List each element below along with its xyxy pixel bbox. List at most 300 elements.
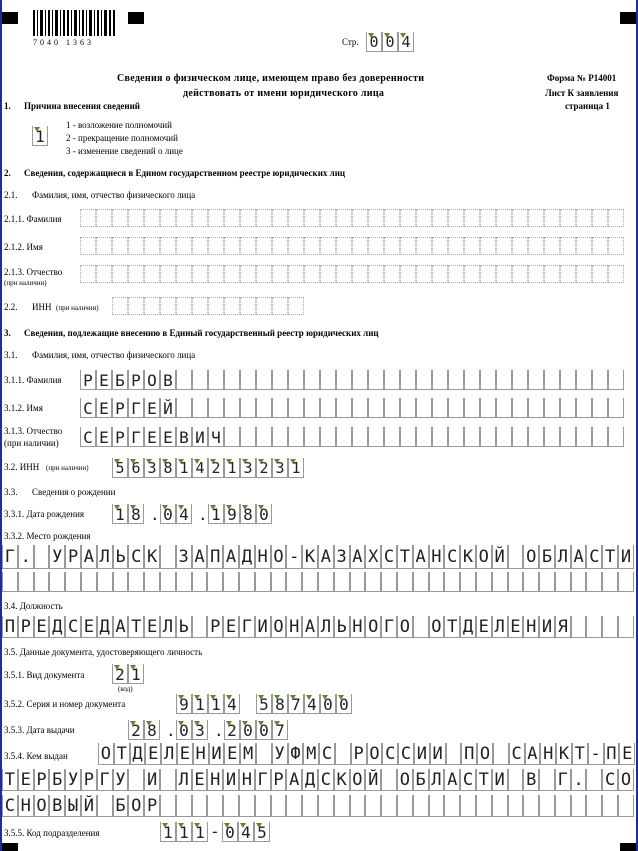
char-cell <box>560 265 576 283</box>
char-cell: 2 <box>128 720 144 740</box>
char-cell: - <box>588 743 604 765</box>
issue-date-label: 3.5.3. Дата выдачи <box>4 725 75 735</box>
char-cell <box>448 265 464 283</box>
char-cell: Я <box>555 616 571 638</box>
issued-by-cells-row1[interactable] <box>98 743 635 765</box>
char-cell: У <box>49 545 65 569</box>
char-cell: Л <box>492 616 508 638</box>
birth-date-dot-1: . <box>150 505 160 524</box>
char-cell <box>544 370 560 390</box>
char-cell <box>571 572 587 592</box>
char-cell: У <box>272 743 288 765</box>
char-cell: А <box>81 545 97 569</box>
char-cell <box>464 398 480 418</box>
char-cell <box>512 237 528 255</box>
char-cell: Г <box>255 769 271 791</box>
char-cell <box>208 297 224 315</box>
s3-number: 3. <box>4 328 11 338</box>
char-cell <box>176 795 192 817</box>
char-cell <box>192 572 208 592</box>
char-cell: У <box>65 769 81 791</box>
char-cell: 1 <box>176 458 192 478</box>
birth-place-cells-row2[interactable] <box>2 572 634 592</box>
char-cell <box>128 265 144 283</box>
s22-number: 2.2. <box>4 302 18 312</box>
char-cell <box>416 237 432 255</box>
char-cell <box>335 743 351 765</box>
char-cell <box>400 370 416 390</box>
issue-month-cells[interactable] <box>176 720 208 740</box>
birth-place-label: 3.3.2. Место рождения <box>4 531 91 541</box>
s2-patronymic-cells[interactable] <box>80 265 624 283</box>
char-cell: Б <box>49 769 65 791</box>
char-cell: Н <box>540 743 556 765</box>
char-cell <box>555 795 571 817</box>
char-cell <box>528 209 544 227</box>
char-cell <box>528 370 544 390</box>
char-cell: С <box>80 398 96 418</box>
issue-date-dot-1: . <box>166 721 176 740</box>
char-cell <box>34 572 50 592</box>
char-cell: Е <box>96 427 112 447</box>
char-cell <box>528 398 544 418</box>
char-cell <box>176 209 192 227</box>
char-cell <box>192 616 208 638</box>
char-cell <box>224 237 240 255</box>
s3-surname-label: 3.1.1. Фамилия <box>4 375 62 385</box>
id-doc-label: 3.5. Данные документа, удостоверяющего личность <box>4 647 203 657</box>
char-cell: . <box>571 769 587 791</box>
char-cell <box>176 297 192 315</box>
char-cell <box>65 572 81 592</box>
char-cell: С <box>398 743 414 765</box>
char-cell <box>560 209 576 227</box>
char-cell: Е <box>224 743 240 765</box>
char-cell <box>384 370 400 390</box>
char-cell <box>334 795 350 817</box>
char-cell <box>576 427 592 447</box>
char-cell: Р <box>81 769 97 791</box>
char-cell: Т <box>2 769 18 791</box>
char-cell <box>304 398 320 418</box>
char-cell: Р <box>65 545 81 569</box>
s3-inn-cells[interactable] <box>112 458 304 478</box>
birth-day-cells[interactable] <box>112 504 144 524</box>
char-cell <box>272 398 288 418</box>
char-cell: Ь <box>113 545 129 569</box>
char-cell <box>460 572 476 592</box>
char-cell: А <box>286 769 302 791</box>
char-cell: 6 <box>128 458 144 478</box>
char-cell <box>576 370 592 390</box>
char-cell: 0 <box>160 504 176 524</box>
char-cell: Л <box>160 616 176 638</box>
char-cell <box>618 795 634 817</box>
corner-marker-bottom-right <box>620 843 636 851</box>
char-cell <box>288 398 304 418</box>
char-cell <box>112 209 128 227</box>
char-cell <box>523 572 539 592</box>
char-cell: Е <box>223 616 239 638</box>
char-cell: О <box>350 769 366 791</box>
char-cell <box>320 265 336 283</box>
char-cell <box>208 265 224 283</box>
char-cell: Н <box>18 795 34 817</box>
char-cell: Р <box>34 769 50 791</box>
char-cell <box>160 297 176 315</box>
char-cell: О <box>271 545 287 569</box>
doc-type-cells[interactable] <box>112 664 144 684</box>
char-cell: У <box>113 769 129 791</box>
char-cell <box>239 572 255 592</box>
s3-patronymic-cells[interactable] <box>80 427 624 447</box>
doc-type-code-note: (код) <box>118 685 133 693</box>
issued-by-cells-row2[interactable] <box>2 769 634 791</box>
birth-year-cells[interactable] <box>208 504 272 524</box>
char-cell <box>476 795 492 817</box>
char-cell <box>192 370 208 390</box>
char-cell <box>493 743 509 765</box>
corner-marker-top-right <box>620 12 636 24</box>
s1-reason-cell[interactable] <box>32 126 48 146</box>
char-cell <box>128 297 144 315</box>
char-cell: 0 <box>366 32 382 52</box>
char-cell <box>144 209 160 227</box>
char-cell <box>192 795 208 817</box>
char-cell: 0 <box>256 720 272 740</box>
char-cell <box>256 398 272 418</box>
char-cell: К <box>334 769 350 791</box>
char-cell <box>496 209 512 227</box>
char-cell <box>608 370 624 390</box>
s2-number: 2. <box>4 168 11 178</box>
char-cell: Б <box>112 370 128 390</box>
char-cell <box>288 209 304 227</box>
char-cell <box>508 769 524 791</box>
char-cell <box>256 209 272 227</box>
char-cell: Р <box>128 370 144 390</box>
char-cell: Г <box>2 545 18 569</box>
char-cell <box>365 795 381 817</box>
char-cell: В <box>49 795 65 817</box>
char-cell <box>608 265 624 283</box>
char-cell: Р <box>351 743 367 765</box>
char-cell <box>496 427 512 447</box>
char-cell <box>302 572 318 592</box>
char-cell: В <box>176 427 192 447</box>
char-cell <box>336 427 352 447</box>
char-cell <box>192 265 208 283</box>
char-cell: Г <box>97 769 113 791</box>
char-cell <box>560 398 576 418</box>
char-cell: Д <box>97 616 113 638</box>
char-cell <box>368 398 384 418</box>
dept-code-label: 3.5.5. Код подразделения <box>4 828 100 838</box>
char-cell <box>508 545 524 569</box>
char-cell: Е <box>160 427 176 447</box>
s2-name-label: 2.1.2. Имя <box>4 242 43 252</box>
s2-surname-label: 2.1.1. Фамилия <box>4 214 62 224</box>
char-cell: Е <box>508 616 524 638</box>
char-cell: О <box>523 545 539 569</box>
char-cell: С <box>460 769 476 791</box>
char-cell: 1 <box>176 822 192 842</box>
char-cell <box>240 398 256 418</box>
char-cell: Р <box>18 616 34 638</box>
char-cell: З <box>176 545 192 569</box>
char-cell: Н <box>207 769 223 791</box>
char-cell: 8 <box>160 458 176 478</box>
char-cell: Н <box>286 616 302 638</box>
char-cell: И <box>144 769 160 791</box>
char-cell <box>255 572 271 592</box>
char-cell <box>304 265 320 283</box>
char-cell: О <box>144 370 160 390</box>
birth-month-cells[interactable] <box>160 504 192 524</box>
s2-inn-cells[interactable] <box>112 297 304 315</box>
sheet-page: страница 1 <box>565 101 610 111</box>
char-cell <box>176 572 192 592</box>
char-cell: М <box>303 743 319 765</box>
s3-name-label: 3.1.2. Имя <box>4 403 43 413</box>
char-cell <box>288 237 304 255</box>
char-cell <box>288 427 304 447</box>
char-cell <box>128 237 144 255</box>
char-cell: 1 <box>192 822 208 842</box>
char-cell: А <box>302 616 318 638</box>
char-cell <box>256 297 272 315</box>
char-cell: Т <box>397 545 413 569</box>
char-cell: С <box>318 769 334 791</box>
char-cell <box>240 237 256 255</box>
char-cell <box>272 237 288 255</box>
char-cell <box>432 209 448 227</box>
char-cell <box>272 209 288 227</box>
char-cell <box>334 572 350 592</box>
char-cell: 3 <box>192 720 208 740</box>
char-cell: - <box>286 545 302 569</box>
char-cell <box>352 370 368 390</box>
char-cell <box>320 398 336 418</box>
form-number: Форма № Р14001 <box>547 73 617 83</box>
char-cell <box>571 616 587 638</box>
char-cell <box>384 237 400 255</box>
char-cell <box>240 265 256 283</box>
char-cell: Н <box>350 616 366 638</box>
char-cell <box>128 209 144 227</box>
char-cell: С <box>319 743 335 765</box>
char-cell <box>80 209 96 227</box>
s3-name-cells[interactable] <box>80 398 624 418</box>
s2-name-cells[interactable] <box>80 237 624 255</box>
char-cell: Г <box>555 769 571 791</box>
char-cell <box>571 795 587 817</box>
char-cell: Е <box>81 616 97 638</box>
s2-patronymic-label: 2.1.3. Отчество <box>4 267 63 277</box>
char-cell <box>320 427 336 447</box>
char-cell <box>508 572 524 592</box>
char-cell <box>320 237 336 255</box>
char-cell <box>112 265 128 283</box>
issue-date-dot-2: . <box>214 721 224 740</box>
issue-year-cells[interactable] <box>224 720 288 740</box>
char-cell: Т <box>128 616 144 638</box>
char-cell <box>368 209 384 227</box>
char-cell <box>256 237 272 255</box>
char-cell <box>432 398 448 418</box>
char-cell: 0 <box>256 504 272 524</box>
s2-title: Сведения, содержащиеся в Едином государственном реестре юридических лиц <box>24 168 346 178</box>
char-cell: Р <box>144 795 160 817</box>
char-cell <box>592 265 608 283</box>
char-cell: И <box>618 545 634 569</box>
char-cell: 9 <box>224 504 240 524</box>
char-cell <box>160 769 176 791</box>
char-cell <box>176 237 192 255</box>
char-cell: 2 <box>256 458 272 478</box>
s2-surname-cells[interactable] <box>80 209 624 227</box>
s1-title: Причина внесения сведений <box>24 101 140 111</box>
char-cell <box>240 427 256 447</box>
char-cell: 4 <box>176 504 192 524</box>
char-cell: С <box>382 743 398 765</box>
char-cell <box>432 427 448 447</box>
char-cell: И <box>209 743 225 765</box>
char-cell: О <box>128 795 144 817</box>
char-cell <box>144 572 160 592</box>
char-cell <box>255 795 271 817</box>
corner-marker-top <box>128 12 144 24</box>
char-cell <box>272 297 288 315</box>
char-cell <box>592 370 608 390</box>
char-cell: 9 <box>176 694 192 714</box>
issued-by-label: 3.5.4. Кем выдан <box>4 751 68 761</box>
char-cell: 5 <box>112 458 128 478</box>
char-cell: А <box>113 616 129 638</box>
char-cell <box>586 795 602 817</box>
dept-code-cells-a[interactable] <box>160 822 208 842</box>
char-cell <box>618 572 634 592</box>
char-cell <box>352 265 368 283</box>
char-cell <box>286 795 302 817</box>
char-cell <box>336 237 352 255</box>
char-cell <box>240 209 256 227</box>
issue-day-cells[interactable] <box>128 720 160 740</box>
char-cell <box>492 572 508 592</box>
char-cell <box>128 769 144 791</box>
char-cell: 7 <box>288 694 304 714</box>
s1-option-1: 1 - возложение полномочий <box>66 120 172 130</box>
char-cell <box>336 209 352 227</box>
char-cell <box>318 795 334 817</box>
char-cell <box>413 795 429 817</box>
char-cell: К <box>556 743 572 765</box>
char-cell <box>336 265 352 283</box>
s1-option-2: 2 - прекращение полномочий <box>66 133 178 143</box>
char-cell: 0 <box>240 720 256 740</box>
char-cell: П <box>2 616 18 638</box>
position-cells[interactable] <box>2 616 634 638</box>
s3-surname-cells[interactable] <box>80 370 624 390</box>
char-cell <box>400 209 416 227</box>
char-cell <box>350 795 366 817</box>
birth-place-cells-row1[interactable] <box>2 545 634 569</box>
char-cell: С <box>444 545 460 569</box>
char-cell: А <box>413 545 429 569</box>
char-cell: Г <box>381 616 397 638</box>
char-cell: К <box>302 545 318 569</box>
char-cell <box>512 398 528 418</box>
char-cell <box>576 398 592 418</box>
char-cell <box>160 795 176 817</box>
char-cell <box>560 237 576 255</box>
char-cell <box>492 795 508 817</box>
char-cell: Й <box>81 795 97 817</box>
char-cell <box>512 209 528 227</box>
char-cell: Т <box>476 769 492 791</box>
char-cell <box>464 427 480 447</box>
char-cell: Л <box>555 545 571 569</box>
char-cell: 0 <box>320 694 336 714</box>
char-cell <box>464 370 480 390</box>
char-cell: . <box>18 545 34 569</box>
char-cell: 1 <box>224 458 240 478</box>
s3-title: Сведения, подлежащие внесению в Единый государственный реестр юридических лиц <box>24 328 379 338</box>
s3-inn-note: (при наличии) <box>46 464 89 472</box>
char-cell: Р <box>80 370 96 390</box>
char-cell: Л <box>161 743 177 765</box>
s2-inn-note: (при наличии) <box>56 304 99 312</box>
char-cell: О <box>34 795 50 817</box>
char-cell: Й <box>492 545 508 569</box>
char-cell <box>223 795 239 817</box>
series-cells[interactable] <box>176 694 240 714</box>
s2-patronymic-note: (при наличии) <box>4 279 47 287</box>
char-cell: О <box>476 545 492 569</box>
issued-by-cells-row3[interactable] <box>2 795 634 817</box>
char-cell <box>81 572 97 592</box>
char-cell <box>381 795 397 817</box>
s31-number: 3.1. <box>4 350 18 360</box>
char-cell <box>544 265 560 283</box>
char-cell: 8 <box>240 504 256 524</box>
char-cell: Й <box>160 398 176 418</box>
char-cell: И <box>430 743 446 765</box>
char-cell <box>416 265 432 283</box>
char-cell: 3 <box>272 458 288 478</box>
number-cells[interactable] <box>256 694 352 714</box>
char-cell <box>608 398 624 418</box>
char-cell <box>448 398 464 418</box>
s33-number: 3.3. <box>4 487 18 497</box>
char-cell <box>352 427 368 447</box>
char-cell <box>512 427 528 447</box>
char-cell: Н <box>193 743 209 765</box>
char-cell <box>112 297 128 315</box>
char-cell <box>288 370 304 390</box>
corner-marker-top-left <box>2 12 18 24</box>
dept-code-cells-b[interactable] <box>222 822 270 842</box>
char-cell <box>286 572 302 592</box>
char-cell: О <box>397 616 413 638</box>
char-cell: С <box>509 743 525 765</box>
char-cell: 2 <box>112 664 128 684</box>
char-cell <box>336 398 352 418</box>
char-cell: 8 <box>128 504 144 524</box>
s1-option-3: 3 - изменение сведений о лице <box>66 146 183 156</box>
barcode-digits: 7040 1363 <box>33 38 94 47</box>
char-cell <box>208 398 224 418</box>
